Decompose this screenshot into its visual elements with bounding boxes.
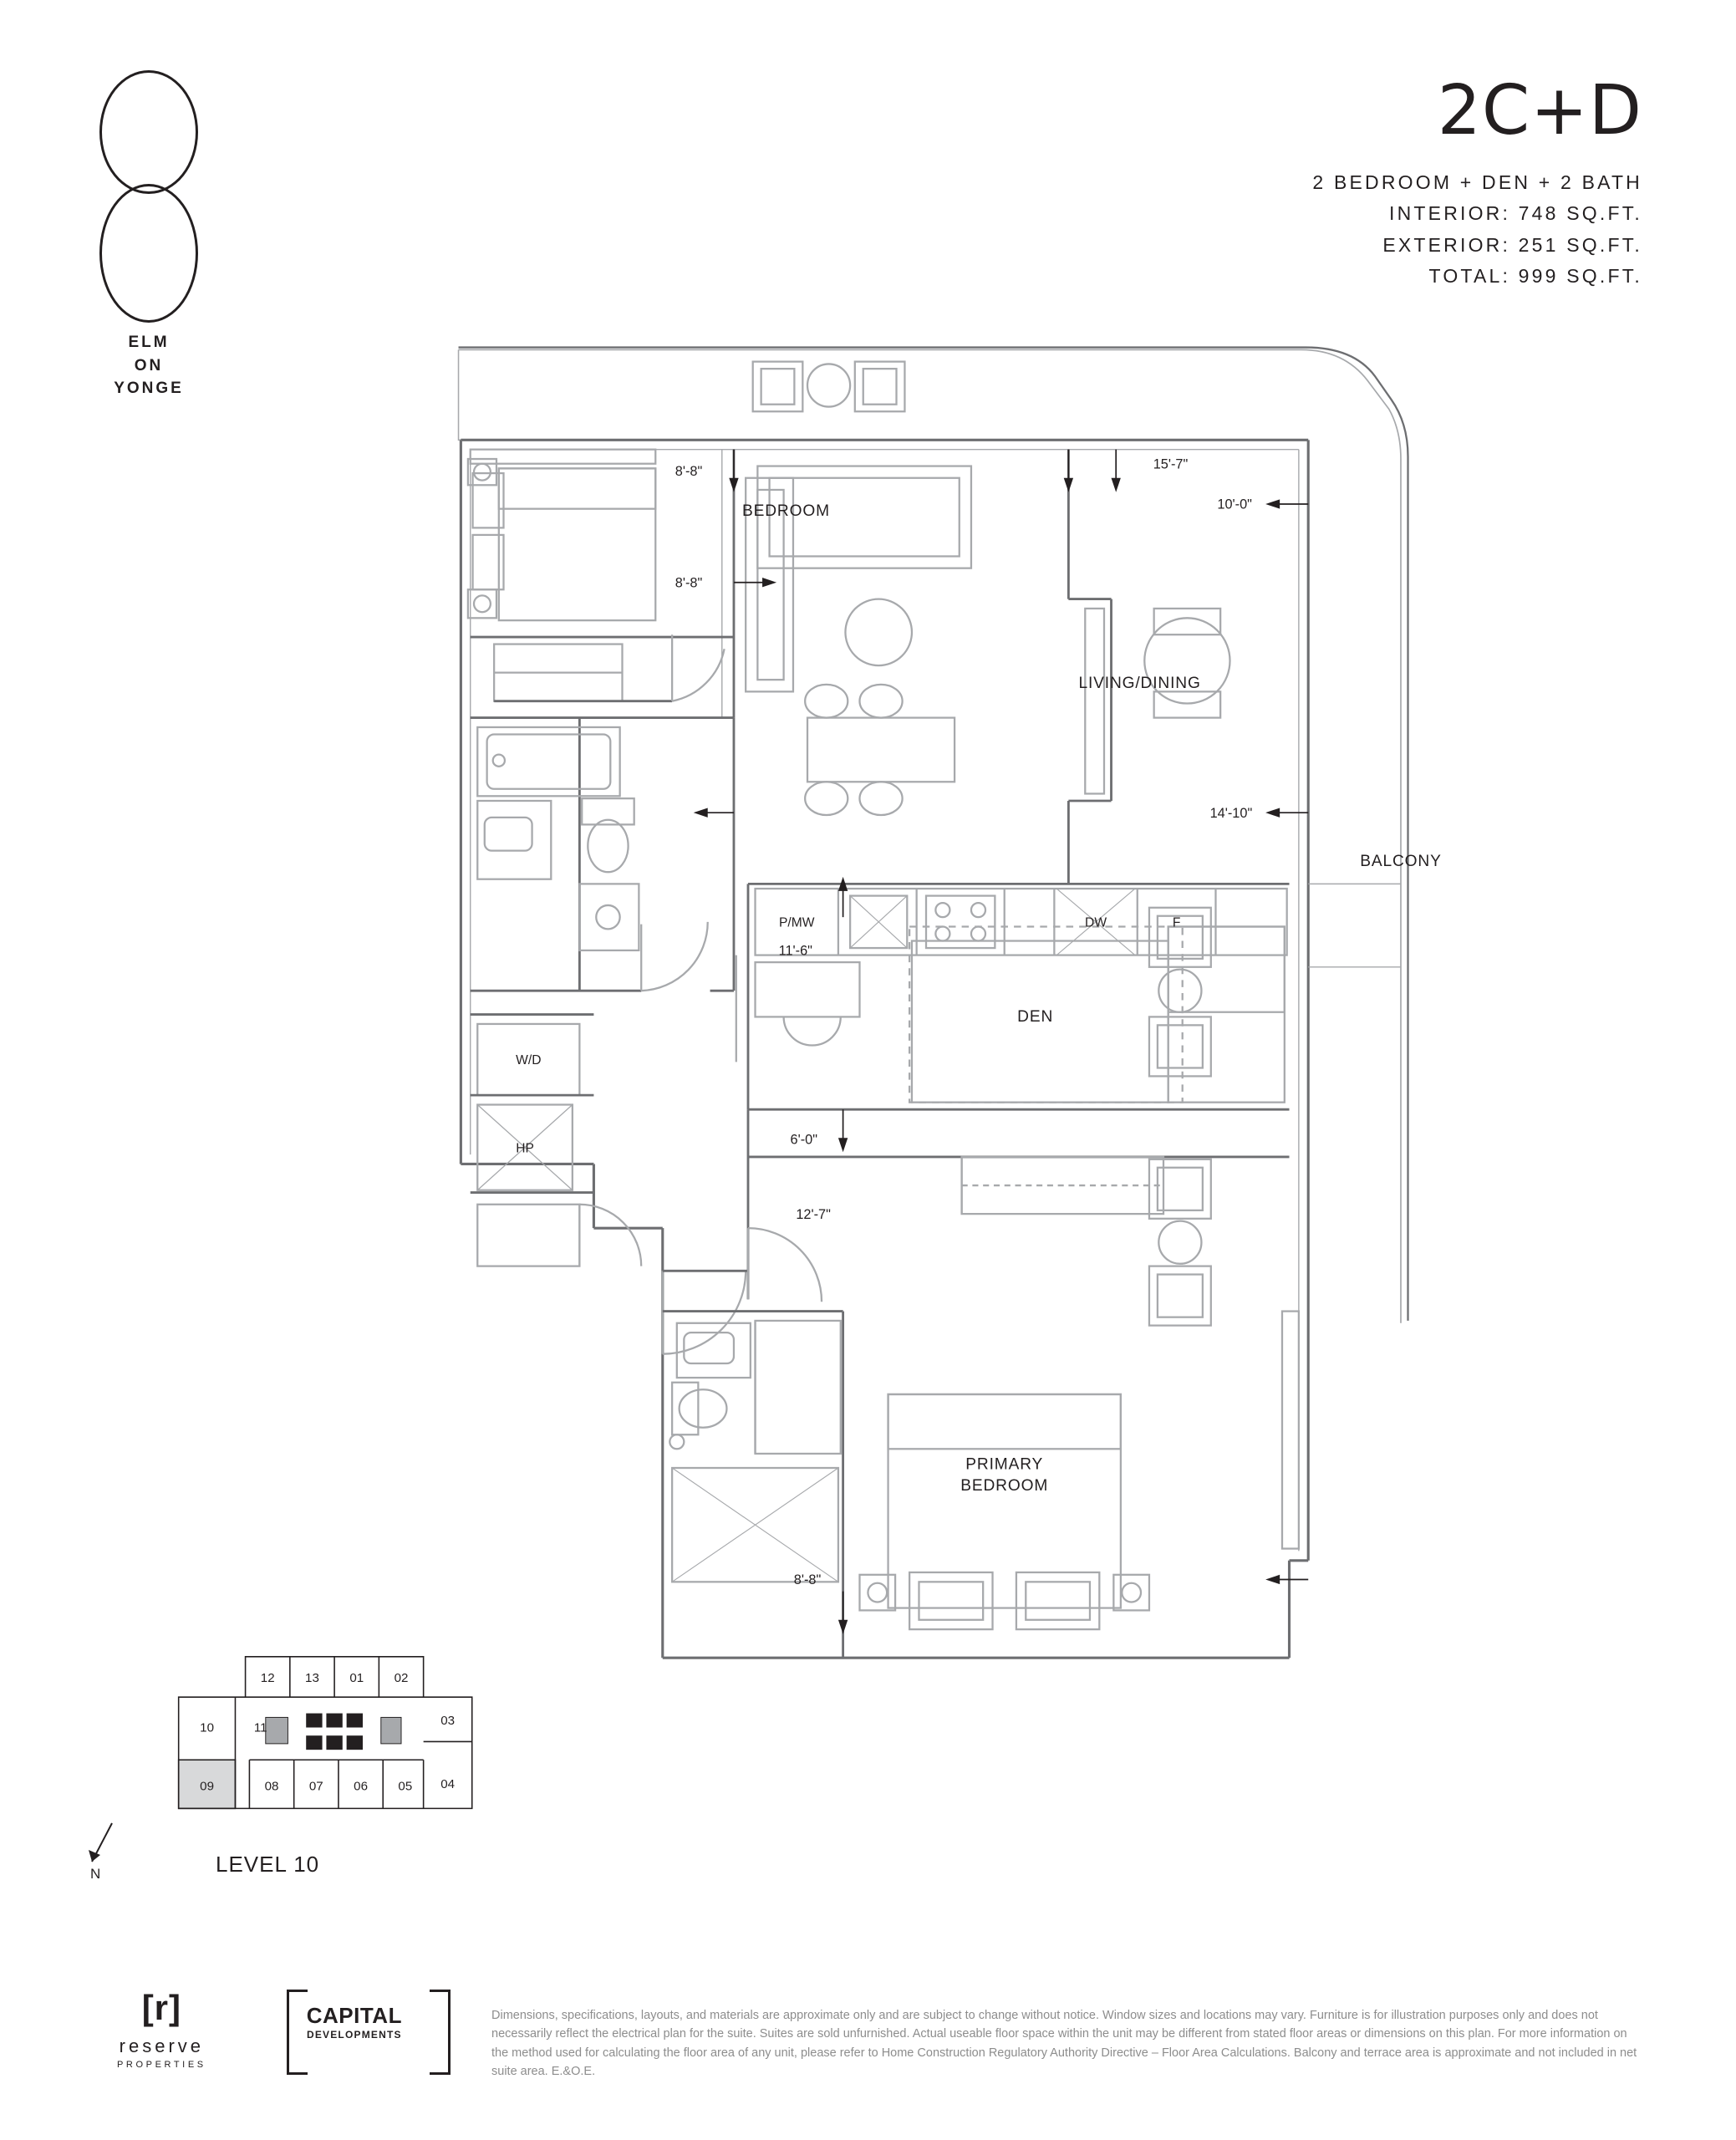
room-label-balcony: BALCONY [1360, 853, 1442, 871]
appliance-label-pmw: P/MW [778, 915, 815, 930]
reserve-name: reserve [119, 2035, 205, 2056]
north-arrow-icon [84, 1818, 134, 1885]
dimension-kitchen-width: 11'-6" [778, 943, 812, 959]
key-plan-unit-01[interactable]: 01 [349, 1671, 364, 1686]
capital-title: CAPITAL [306, 2003, 402, 2028]
key-plan-unit-10[interactable]: 10 [200, 1720, 214, 1735]
dimension-living-depth: 10'-0" [1217, 497, 1252, 512]
reserve-subtitle: PROPERTIES [117, 2059, 206, 2070]
appliance-label-fridge: F [1172, 915, 1181, 930]
brand-name-line-2: ON [134, 356, 164, 374]
floor-plan-drawing [451, 326, 1638, 1705]
footer-logos [117, 1987, 451, 2070]
key-plan-unit-11[interactable]: 11 [253, 1720, 267, 1735]
dimension-bedroom-width: 8'-8" [675, 463, 703, 479]
room-label-den: DEN [1017, 1008, 1054, 1027]
room-label-primary-line1: PRIMARY [965, 1455, 1044, 1474]
key-plan-unit-09[interactable]: 09 [200, 1779, 214, 1794]
key-plan-unit-06[interactable]: 06 [354, 1779, 368, 1794]
room-label-living-dining: LIVING/DINING [1078, 675, 1201, 693]
north-label: N [90, 1866, 101, 1882]
dimension-living-width: 15'-7" [1153, 456, 1189, 472]
suite-exterior-area: EXTERIOR: 251 SQ.FT. [1382, 233, 1642, 256]
dimension-den-depth: 6'-0" [790, 1132, 817, 1148]
appliance-label-dw: DW [1085, 915, 1107, 930]
capital-bracket-right-icon [430, 1990, 451, 2075]
logo-ring-bottom [99, 184, 198, 323]
capital-subtitle: DEVELOPMENTS [306, 2029, 402, 2041]
reserve-properties-logo [117, 1987, 206, 2070]
disclaimer-text: Dimensions, specifications, layouts, and materials are approximate only and are subject to change without notice. Window sizes and locations may vary. Furniture is for illustration purposes only and does not necessarily reflect the electrical plan for the suite. Suites are sold unfurnished. Actual useable floor space within the unit may be different from stated floor areas or dimensions on this plan. For more information on the method used for calculating the floor area of any unit, please refer to Home Construction Regulatory Authority Directive – Floor Area Calculations. Balcony and terrace area is approximate and not included in net suite area. E.&O.E. [491, 2009, 1637, 2079]
key-plan-unit-04[interactable]: 04 [440, 1777, 456, 1792]
brand-name-line-1: ELM [128, 334, 170, 351]
key-plan-unit-02[interactable]: 02 [394, 1671, 409, 1686]
key-plan-unit-13[interactable]: 13 [305, 1671, 319, 1686]
key-plan-unit-08[interactable]: 08 [264, 1779, 279, 1794]
key-plan [149, 1638, 500, 1889]
appliance-label-heat-pump: HP [516, 1141, 534, 1156]
room-label-bedroom: BEDROOM [741, 502, 830, 521]
dimension-primary-depth: 8'-8" [793, 1572, 822, 1588]
brand-name [74, 331, 224, 400]
brand-logo [74, 67, 224, 400]
key-plan-unit-03[interactable]: 03 [440, 1713, 456, 1728]
key-plan-level-label: LEVEL 10 [216, 1852, 320, 1877]
key-plan-unit-12[interactable]: 12 [260, 1671, 275, 1686]
suite-interior-area: INTERIOR: 748 SQ.FT. [1389, 202, 1642, 225]
suite-id: 2C+D [1437, 71, 1642, 150]
room-label-primary-line2: BEDROOM [960, 1476, 1049, 1495]
key-plan-unit-07[interactable]: 07 [308, 1779, 323, 1794]
elm-on-yonge-infinity-icon [94, 67, 204, 318]
capital-text [307, 2005, 402, 2041]
suite-stats [1312, 167, 1642, 292]
suite-total-area: TOTAL: 999 SQ.FT. [1428, 264, 1642, 287]
appliance-label-washer-dryer: W/D [516, 1053, 542, 1068]
dimension-dining-depth: 14'-10" [1209, 805, 1253, 821]
suite-header [1312, 71, 1642, 292]
suite-type: 2 BEDROOM + DEN + 2 BATH [1312, 171, 1642, 193]
key-plan-unit-05[interactable]: 05 [398, 1779, 413, 1794]
dimension-bedroom-depth: 8'-8" [675, 575, 703, 591]
dimension-hall-width: 12'-7" [796, 1206, 831, 1222]
brand-name-line-3: YONGE [114, 380, 184, 398]
capital-developments-logo [287, 1990, 451, 2070]
reserve-bracket-icon: [r] [141, 1987, 182, 2027]
capital-bracket-left-icon [287, 1990, 308, 2075]
logo-ring-top [99, 70, 198, 194]
